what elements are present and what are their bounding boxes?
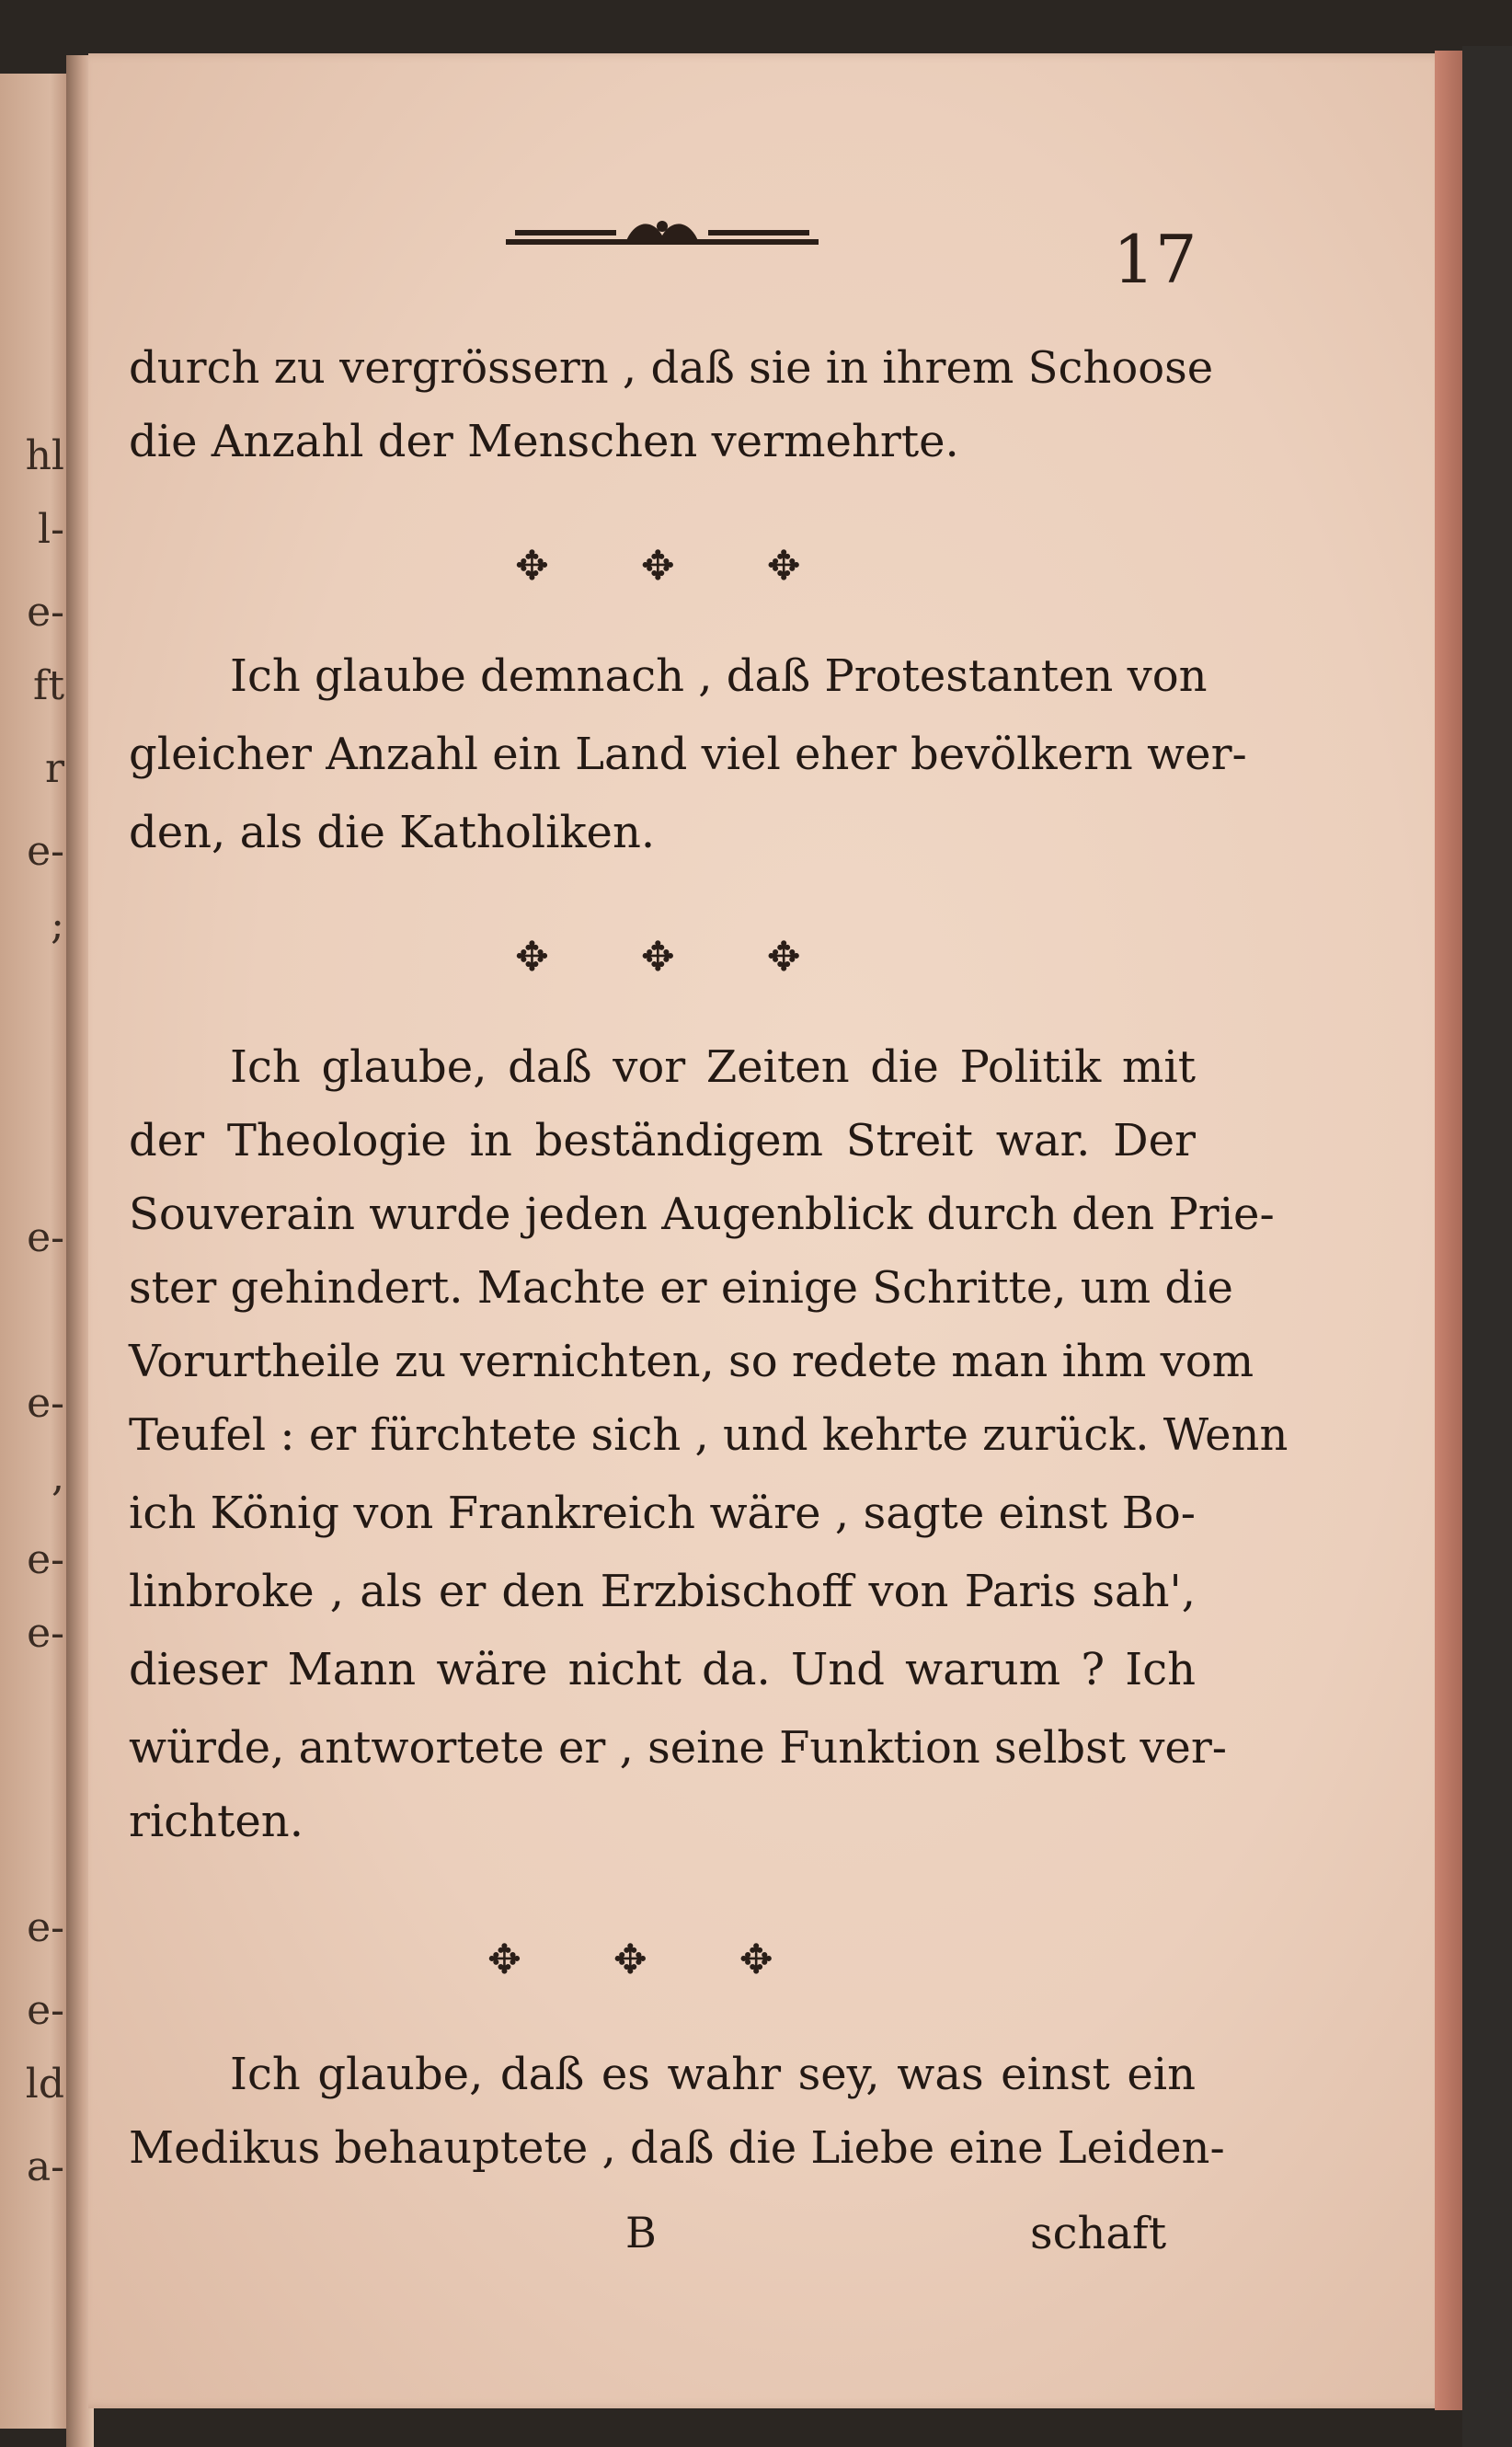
page-number: 17 (1113, 221, 1197, 298)
left-fragment: l- (38, 506, 64, 553)
text-line: ich König von Frankreich wäre , sagte einst Bo- (129, 1488, 1196, 1539)
left-fragment: e- (27, 1987, 64, 2034)
text-line: die Anzahl der Menschen vermehrte. (129, 416, 959, 467)
text-line: den, als die Katholiken. (129, 807, 656, 858)
header-ornament (506, 212, 819, 258)
divider-ornament-icon: ✥ (613, 1936, 647, 1983)
text-line: Ich glaube, daß vor Zeiten die Politik mit (230, 1041, 1196, 1093)
text-line: durch zu vergrössern , daß sie in ihrem Schoose (129, 342, 1214, 394)
left-fragment: ld (25, 2061, 64, 2108)
left-fragment: ft (33, 662, 64, 709)
text-line: Ich glaube, daß es wahr sey, was einst ein (230, 2049, 1196, 2100)
divider-ornament-icon: ✥ (766, 934, 801, 981)
text-line: linbroke , als er den Erzbischoff von Paris sah', (129, 1566, 1196, 1617)
text-line: Souverain wurde jeden Augenblick durch den Prie- (129, 1189, 1275, 1240)
section-divider (515, 934, 801, 981)
book-cover (1462, 46, 1512, 2447)
text-line: richten. (129, 1796, 304, 1847)
text-line: Vorurtheile zu vernichten, so redete man ihm vom (129, 1336, 1254, 1387)
section-divider (487, 1936, 773, 1983)
left-fragment: hl (25, 432, 64, 479)
left-fragment: e- (27, 1536, 64, 1583)
left-page-fragments (0, 74, 72, 2429)
left-fragment: e- (27, 1904, 64, 1951)
left-fragment: e- (27, 828, 64, 875)
text-line: Teufel : er fürchtete sich , und kehrte zurück. Wenn (129, 1409, 1289, 1461)
text-line: der Theologie in beständigem Streit war. Der (129, 1115, 1196, 1166)
left-fragment: e- (27, 589, 64, 636)
text-line: gleicher Anzahl ein Land viel eher bevölkern wer- (129, 729, 1247, 780)
divider-ornament-icon: ✥ (515, 934, 549, 981)
divider-ornament-icon: ✥ (515, 543, 549, 590)
left-fragment: , (52, 1453, 64, 1500)
section-divider (515, 543, 801, 590)
text-line: Ich glaube demnach , daß Protestanten von (230, 650, 1208, 702)
left-fragment: ; (51, 902, 64, 948)
left-fragment: e- (27, 1380, 64, 1427)
left-fragment: r (44, 745, 64, 792)
left-fragment: e- (27, 1214, 64, 1261)
divider-ornament-icon: ✥ (640, 934, 675, 981)
text-line: Medikus behauptete , daß die Liebe eine Leiden- (129, 2122, 1225, 2174)
divider-ornament-icon: ✥ (766, 543, 801, 590)
page-edge (1435, 51, 1462, 2410)
divider-ornament-icon: ✥ (739, 1936, 773, 1983)
signature-mark: B (625, 2208, 657, 2257)
left-fragment: a- (26, 2143, 64, 2190)
left-fragment: e- (27, 1610, 64, 1657)
catchword: schaft (1030, 2208, 1167, 2259)
divider-ornament-icon: ✥ (640, 543, 675, 590)
text-line: dieser Mann wäre nicht da. Und warum ? Ich (129, 1644, 1196, 1695)
text-line: würde, antwortete er , seine Funktion selbst ver- (129, 1722, 1227, 1774)
left-page-edge (0, 74, 72, 2429)
divider-ornament-icon: ✥ (487, 1936, 521, 1983)
text-line: ster gehindert. Machte er einige Schritte, um die (129, 1262, 1233, 1314)
